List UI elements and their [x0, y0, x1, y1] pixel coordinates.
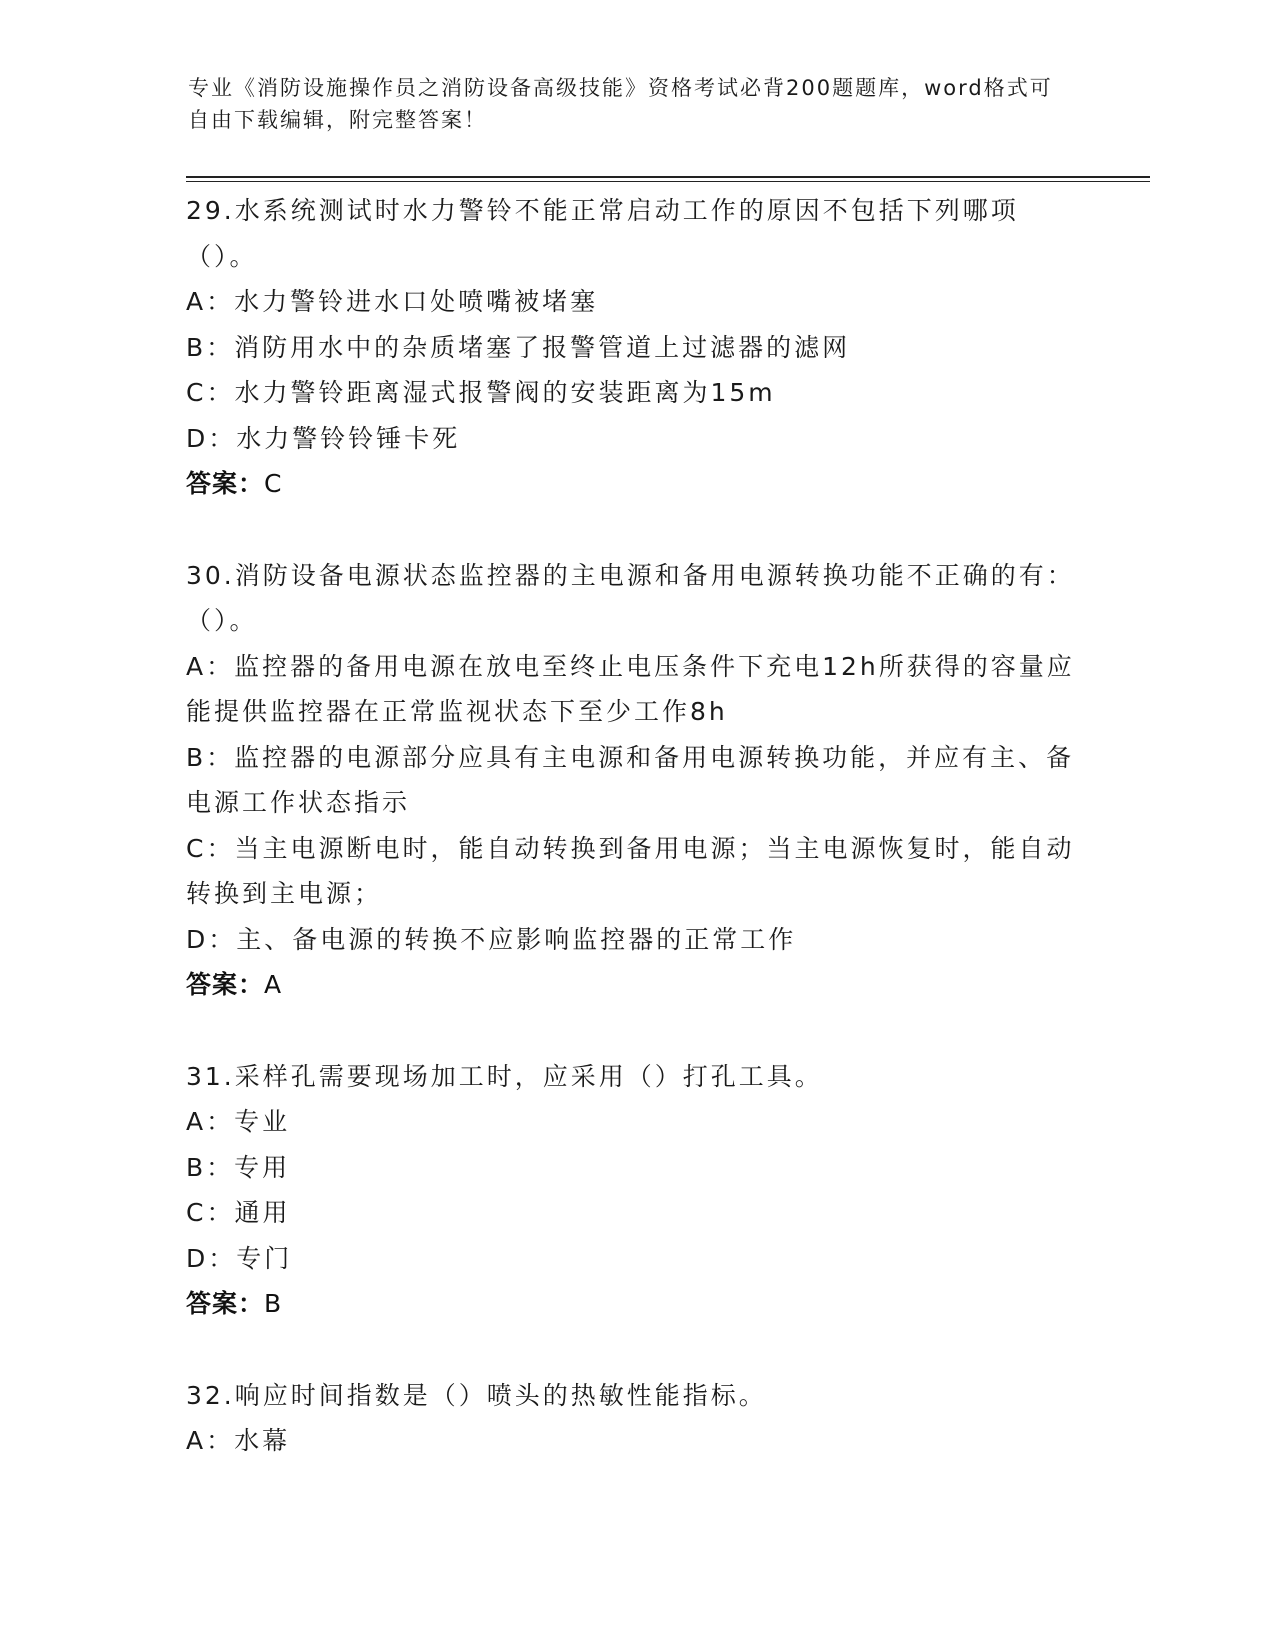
answer-value: A	[264, 970, 283, 999]
option-a: A：监控器的备用电源在放电至终止电压条件下充电12h所获得的容量应能提供监控器在正常监视状态下至少工作8h	[186, 651, 1075, 726]
answer-value: C	[264, 469, 283, 498]
option-c: C：水力警铃距离湿式报警阀的安装距离为15m	[186, 378, 776, 407]
answer-value: B	[264, 1289, 283, 1318]
answer-label: 答案：	[186, 1289, 265, 1318]
question-stem: 31.采样孔需要现场加工时，应采用（）打孔工具。	[186, 1061, 823, 1091]
answer-line	[186, 461, 1076, 507]
question-32	[186, 1373, 1076, 1464]
question-stem: 30.消防设备电源状态监控器的主电源和备用电源转换功能不正确的有：（）。	[186, 560, 1075, 635]
answer-label: 答案：	[186, 469, 265, 498]
option-b: B：专用	[186, 1152, 291, 1182]
document-header: 专业《消防设施操作员之消防设备高级技能》资格考试必背200题题库，word格式可自由下载编辑，附完整答案！	[188, 76, 1053, 132]
question-list	[186, 188, 1076, 1510]
answer-line	[186, 962, 1076, 1008]
option-d: D：主、备电源的转换不应影响监控器的正常工作	[186, 924, 797, 954]
option-b: B：消防用水中的杂质堵塞了报警管道上过滤器的滤网	[186, 332, 851, 362]
option-a: A：水力警铃进水口处喷嘴被堵塞	[186, 287, 599, 316]
option-c: C：当主电源断电时，能自动转换到备用电源；当主电源恢复时，能自动转换到主电源；	[186, 833, 1075, 908]
option-b: B：监控器的电源部分应具有主电源和备用电源转换功能，并应有主、备电源工作状态指示	[186, 742, 1075, 817]
question-stem: 32.响应时间指数是（）喷头的热敏性能指标。	[186, 1380, 767, 1410]
option-d: D：专门	[186, 1243, 293, 1273]
answer-label: 答案：	[186, 970, 265, 999]
question-29	[186, 188, 1076, 507]
option-d: D：水力警铃铃锤卡死	[186, 423, 461, 453]
option-a: A：专业	[186, 1107, 291, 1136]
header-divider	[186, 176, 1150, 182]
option-c: C：通用	[186, 1198, 291, 1227]
question-stem: 29.水系统测试时水力警铃不能正常启动工作的原因不包括下列哪项（）。	[186, 196, 1019, 271]
question-31	[186, 1054, 1076, 1327]
option-a: A：水幕	[186, 1426, 291, 1455]
answer-line	[186, 1281, 1076, 1327]
question-30	[186, 553, 1076, 1008]
